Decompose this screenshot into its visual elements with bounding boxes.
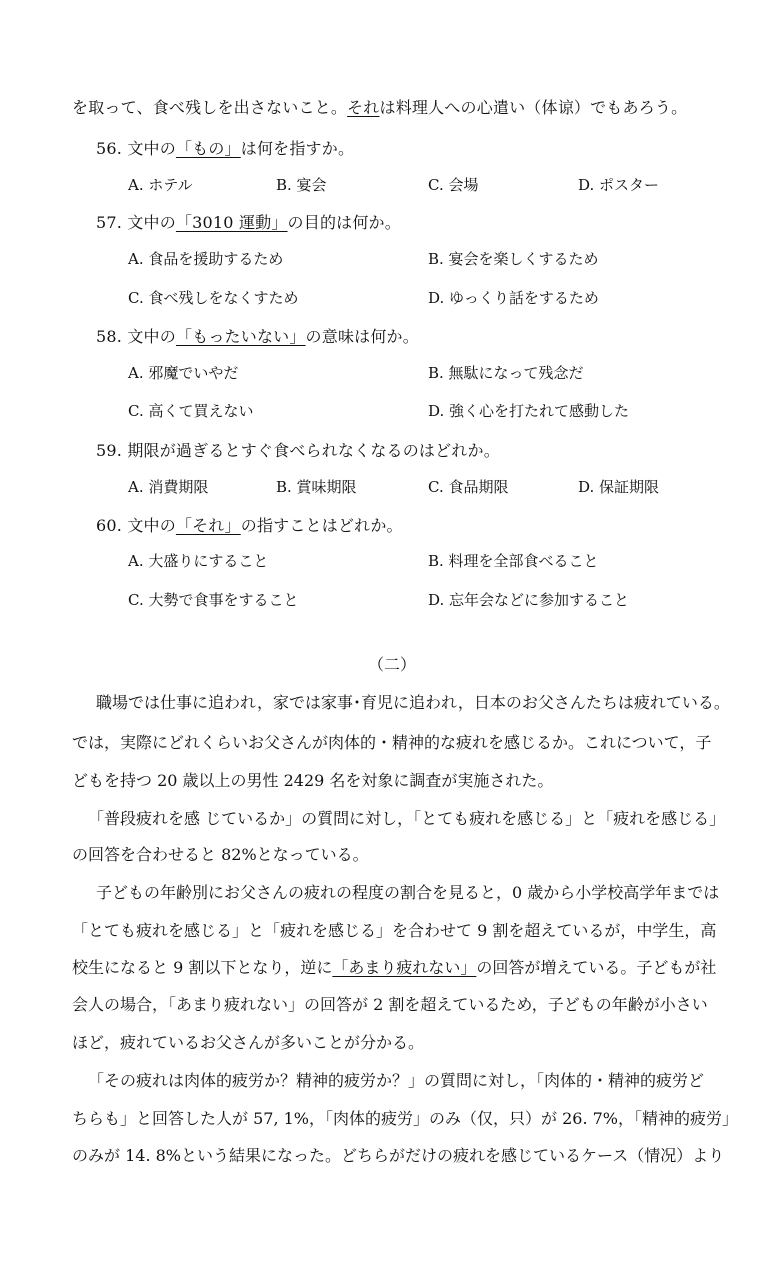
passage-line: 子どもの年齢別にお父さんの疲れの程度の割合を見ると，0 歳から小学校高学年までは xyxy=(96,883,720,902)
passage-line: 会人の場合，「あまり疲れない」の回答が 2 割を超えているため，子どもの年齢が小さい xyxy=(72,995,708,1014)
question-59 xyxy=(96,438,500,461)
option-57-c: C. 食べ残しをなくすため xyxy=(128,289,299,307)
text-segment: 校生になると 9 割以下となり，逆に xyxy=(72,958,333,977)
question-57 xyxy=(96,210,401,233)
question-stem: 59. 期限が過ぎるとすぐ食べられなくなるのはどれか。 xyxy=(96,441,500,460)
question-stem: の目的は何か。 xyxy=(287,213,401,232)
option-58-c: C. 高くて買えない xyxy=(128,402,254,420)
option-59-b: B. 賞味期限 xyxy=(276,478,357,496)
passage-line: ちらも」と回答した人が 57, 1%，「肉体的疲労」のみ（仅，只）が 26. 7%，「精神的疲労」 xyxy=(72,1109,739,1128)
passage-line xyxy=(72,955,732,978)
underlined-term: 「それ」 xyxy=(175,516,241,535)
option-58-a: A. 邪魔でいやだ xyxy=(128,364,239,382)
question-stem: の指すことはどれか。 xyxy=(240,516,403,535)
option-56-c: C. 会場 xyxy=(428,176,479,194)
option-58-b: B. 無駄になって残念だ xyxy=(428,364,584,382)
passage-line: では，実際にどれくらいお父さんが肉体的・精神的な疲れを感じるか。これについて，子 xyxy=(72,733,712,752)
underlined-term: 「3010 運動」 xyxy=(175,213,288,232)
text-segment: は料理人への心遣い（体谅）でもあろう。 xyxy=(379,98,688,117)
text-segment: を取って、食べ残しを出さないこと。 xyxy=(72,98,348,117)
text-segment: の回答が増えている。子どもが社 xyxy=(476,958,717,977)
option-56-b: B. 宴会 xyxy=(276,176,327,194)
passage-line: の回答を合わせると 82%となっている。 xyxy=(72,845,369,864)
option-60-c: C. 大勢で食事をすること xyxy=(128,591,299,609)
option-57-d: D. ゆっくり話をするため xyxy=(428,289,599,307)
question-stem: 57. 文中の xyxy=(96,213,176,232)
option-60-d: D. 忘年会などに参加すること xyxy=(428,591,630,609)
question-56 xyxy=(96,136,354,159)
underlined-term: 「もったいない」 xyxy=(175,327,306,346)
option-56-a: A. ホテル xyxy=(128,176,193,194)
question-stem: 56. 文中の xyxy=(96,139,176,158)
option-59-d: D. 保証期限 xyxy=(578,478,660,496)
section-heading: （二） xyxy=(367,655,416,674)
option-57-a: A. 食品を援助するため xyxy=(128,250,284,268)
question-60 xyxy=(96,513,403,536)
option-60-b: B. 料理を全部食べること xyxy=(428,552,599,570)
question-stem: は何を指すか。 xyxy=(240,139,355,158)
passage-line: のみが 14. 8%という結果になった。どちらがだけの疲れを感じているケース（情况）より xyxy=(72,1146,725,1165)
passage-line: どもを持つ 20 歳以上の男性 2429 名を対象に調査が実施された。 xyxy=(72,771,554,790)
option-57-b: B. 宴会を楽しくするため xyxy=(428,250,599,268)
question-stem: 60. 文中の xyxy=(96,516,176,535)
passage-end-line xyxy=(72,95,687,118)
question-stem: 58. 文中の xyxy=(96,327,176,346)
option-59-a: A. 消費期限 xyxy=(128,478,209,496)
option-56-d: D. ポスター xyxy=(578,176,660,194)
underlined-term: 「あまり疲れない」 xyxy=(332,958,477,977)
passage-line: 「とても疲れを感じる」と「疲れを感じる」を合わせて 9 割を超えているが，中学生，高 xyxy=(72,921,717,940)
option-59-c: C. 食品期限 xyxy=(428,478,509,496)
option-58-d: D. 強く心を打たれて感動した xyxy=(428,402,630,420)
passage-line: 「その疲れは肉体的疲労か？精神的疲労か？」の質問に対し，「肉体的・精神的疲労ど xyxy=(88,1071,705,1090)
passage-line: 職場では仕事に追われ，家では家事･育児に追われ，日本のお父さんたちは疲れている。 xyxy=(96,693,730,712)
passage-line: ほど，疲れているお父さんが多いことが分かる。 xyxy=(72,1033,425,1052)
option-60-a: A. 大盛りにすること xyxy=(128,552,269,570)
passage-line: 「普段疲れを感 じているか」の質問に対し，「とても疲れを感じる」と「疲れを感じる」 xyxy=(88,809,726,828)
underlined-reference: それ xyxy=(347,98,380,117)
underlined-term: 「もの」 xyxy=(175,139,241,158)
question-stem: の意味は何か。 xyxy=(305,327,419,346)
question-58 xyxy=(96,324,419,347)
